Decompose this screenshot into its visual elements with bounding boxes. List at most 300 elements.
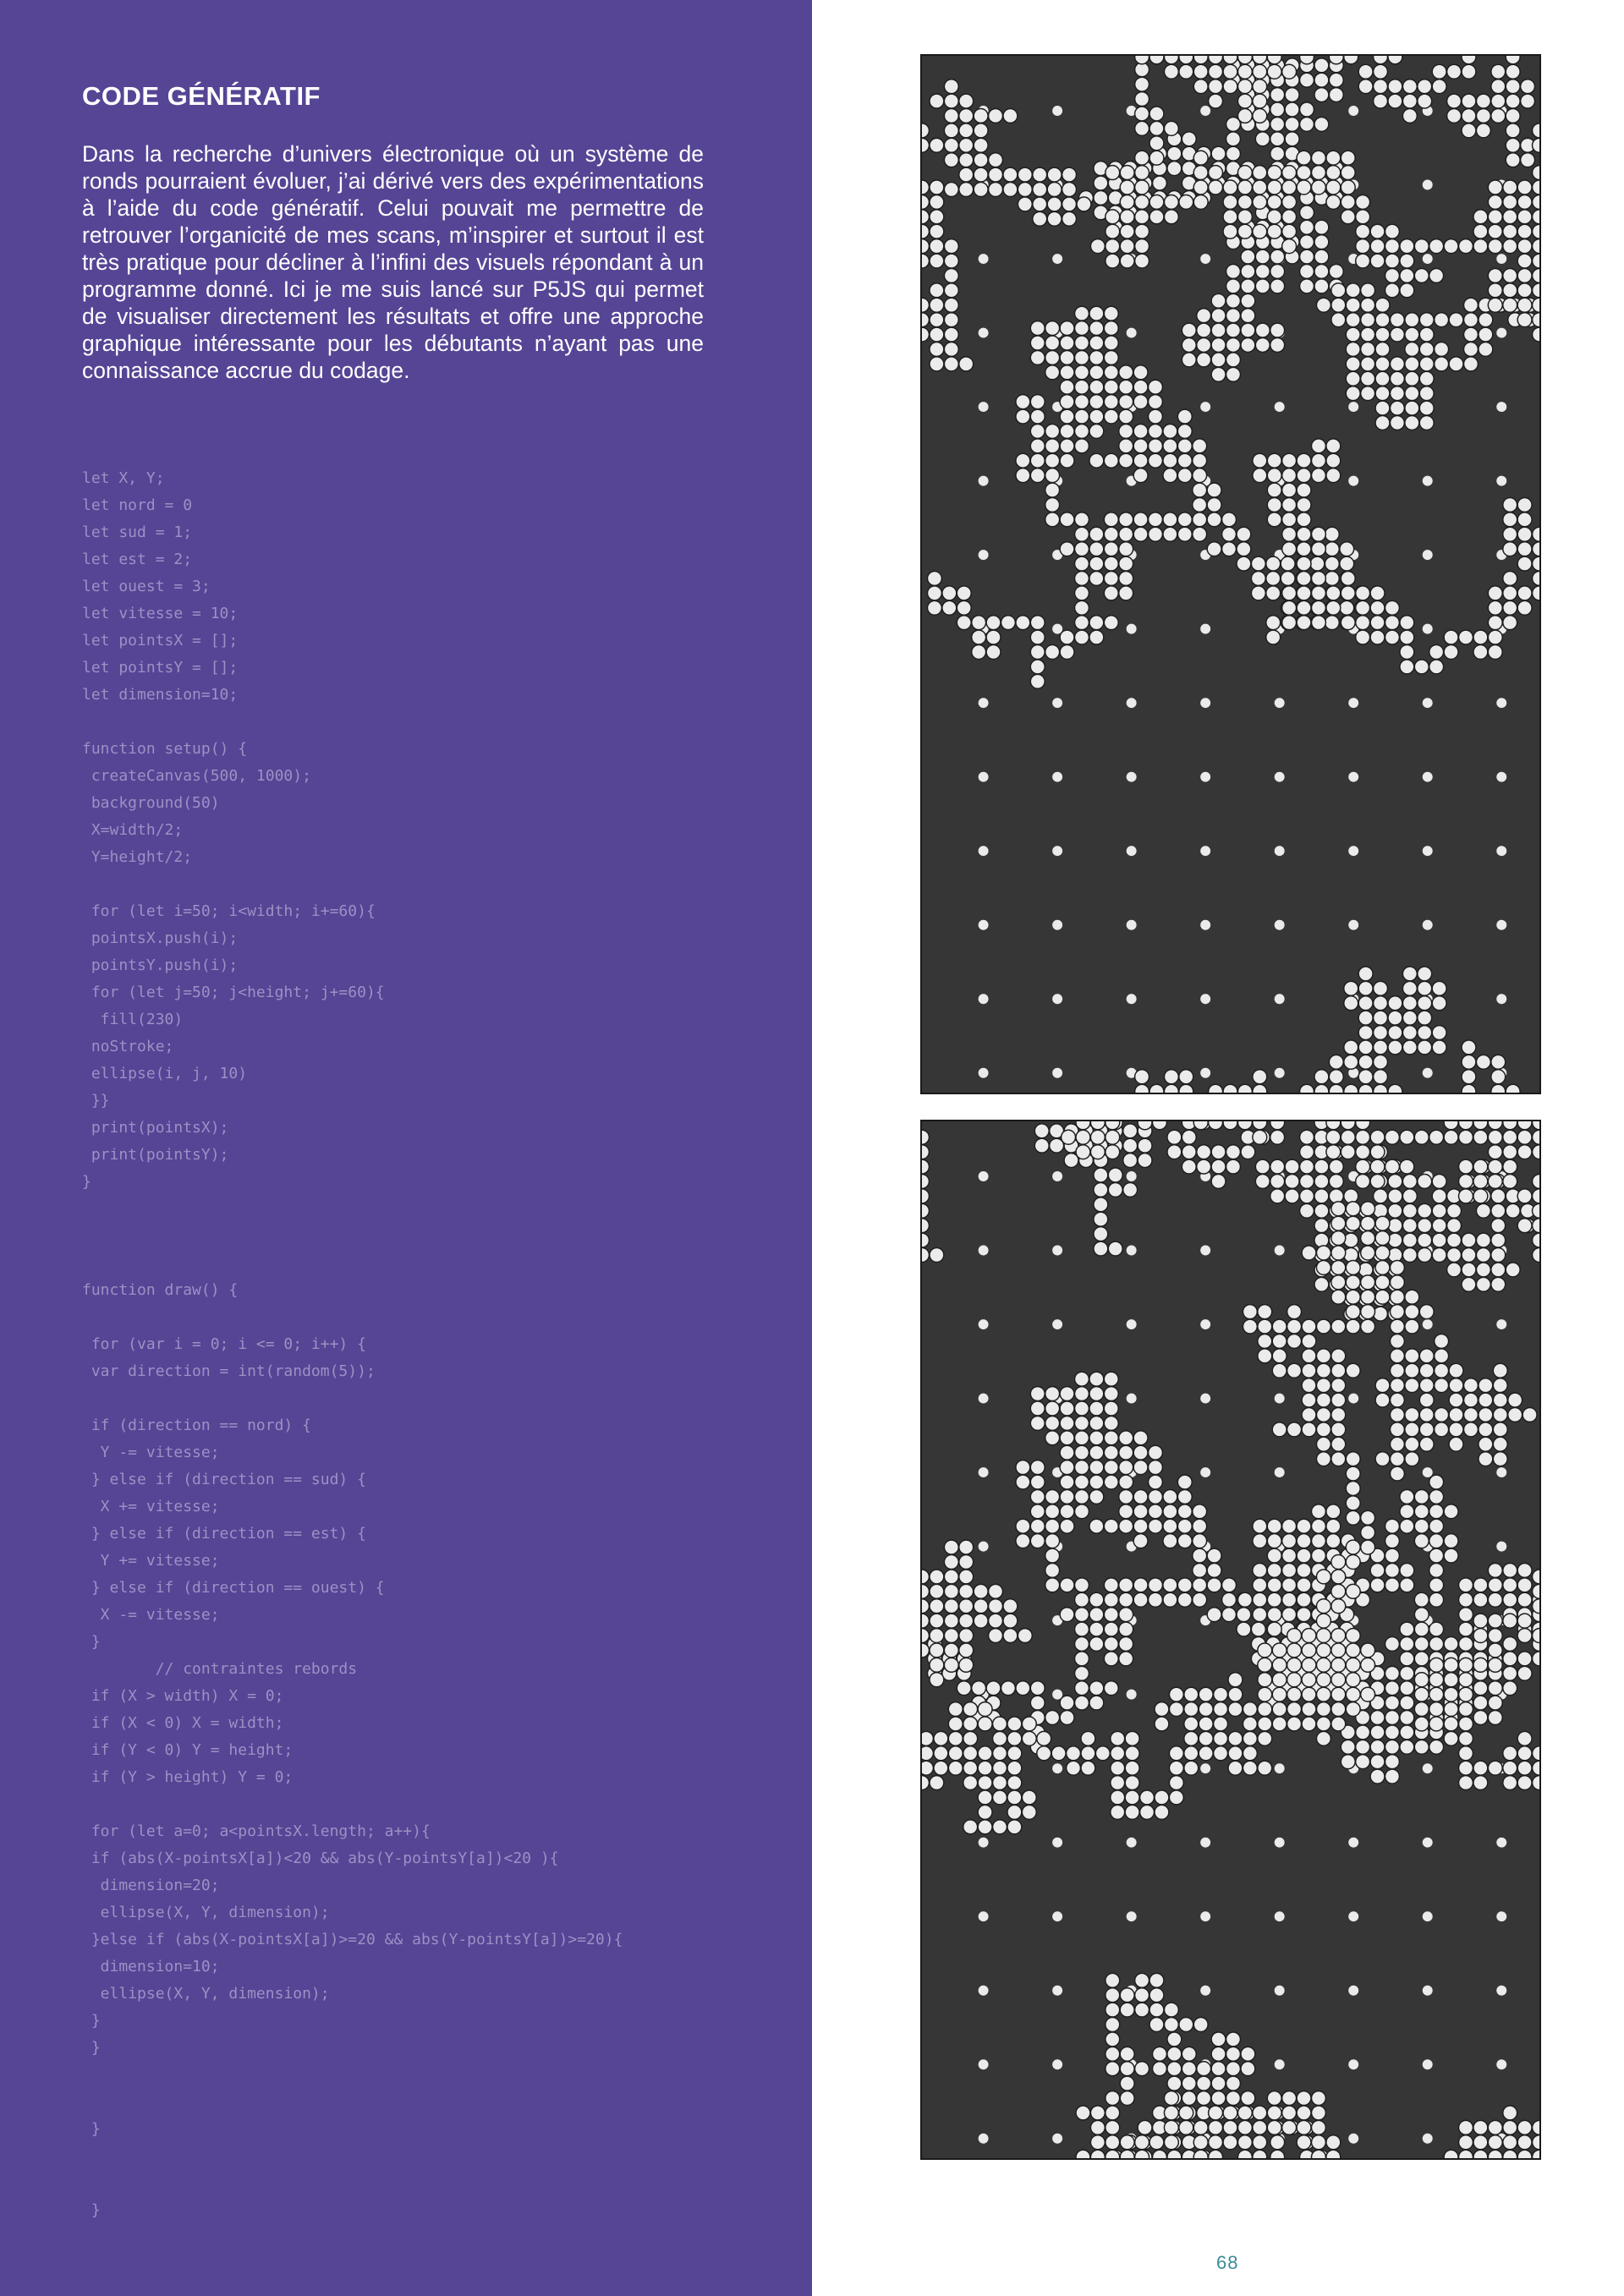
walk-dot (1356, 1159, 1370, 1174)
walk-dot (1346, 1260, 1360, 1274)
walk-dot (1282, 2091, 1297, 2106)
walk-dot (1287, 1687, 1302, 1701)
walk-dot (934, 1746, 948, 1761)
walk-dot (1402, 1189, 1417, 1203)
walk-dot (1402, 1233, 1417, 1247)
walk-dot (1199, 1702, 1213, 1717)
walk-dot (1517, 1592, 1532, 1607)
walk-dot (1521, 153, 1535, 167)
walk-dot (1331, 1319, 1346, 1334)
walk-dot (1193, 527, 1207, 541)
walk-dot (1473, 2120, 1488, 2134)
walk-dot (1300, 1189, 1314, 1203)
walk-dot (1463, 1378, 1478, 1393)
walk-dot (1361, 342, 1375, 357)
walk-dot (1346, 386, 1360, 401)
walk-dot (922, 1761, 933, 1775)
walk-dot (944, 1629, 958, 1643)
walk-dot (1311, 2091, 1325, 2106)
walk-dot (1135, 92, 1149, 107)
walk-dot (959, 167, 974, 182)
walk-dot (1429, 1622, 1444, 1636)
walk-dot (1400, 616, 1414, 630)
walk-dot (1331, 1378, 1346, 1393)
walk-dot (1106, 1130, 1120, 1144)
walk-dot (1266, 616, 1281, 630)
walk-dot (1123, 1182, 1138, 1197)
code-line: } else if (direction == est) { (82, 1525, 366, 1543)
walk-dot (1209, 56, 1223, 64)
walk-dot (922, 239, 929, 254)
walk-dot (1385, 1711, 1400, 1725)
walk-dot (1253, 94, 1267, 108)
walk-dot (1207, 1578, 1221, 1592)
walk-dot (1302, 1422, 1316, 1437)
walk-dot (1314, 235, 1329, 249)
walk-dot (1282, 64, 1297, 79)
walk-dot (1045, 1563, 1060, 1577)
walk-dot (1060, 1696, 1074, 1710)
walk-dot (1316, 1614, 1330, 1628)
walk-dot (1488, 298, 1502, 312)
walk-dot (1361, 313, 1375, 327)
walk-dot (1459, 1731, 1473, 1745)
walk-dot (1270, 1121, 1285, 1130)
grid-dot (1052, 1763, 1062, 1773)
walk-dot (1209, 180, 1223, 195)
walk-dot (1075, 439, 1089, 453)
walk-dot (1326, 453, 1341, 468)
walk-dot (1488, 1130, 1502, 1144)
walk-dot (1211, 1159, 1226, 1174)
walk-dot (1075, 1652, 1089, 1666)
walk-dot (1120, 2062, 1134, 2076)
grid-dot (979, 254, 989, 264)
walk-dot (1120, 2091, 1134, 2106)
walk-dot (1385, 1755, 1400, 1769)
code-line: let nord = 0 (82, 496, 193, 514)
walk-dot (1228, 1687, 1243, 1701)
walk-dot (1488, 1614, 1502, 1628)
walk-dot (1346, 327, 1360, 342)
walk-dot (1030, 336, 1045, 350)
walk-dot (1370, 600, 1385, 615)
walk-dot (1237, 210, 1252, 224)
code-line: } (82, 2120, 101, 2138)
walk-dot (1241, 279, 1255, 293)
walk-dot (1517, 1776, 1532, 1790)
walk-dot (1237, 1622, 1251, 1636)
walk-dot (1517, 2120, 1532, 2134)
walk-dot (1133, 527, 1148, 541)
walk-dot (1209, 1084, 1223, 1093)
walk-dot (1463, 1393, 1478, 1407)
walk-dot (1414, 1534, 1429, 1548)
walk-dot (1016, 453, 1030, 468)
walk-dot (1390, 313, 1404, 327)
walk-dot (1214, 1731, 1228, 1745)
walk-dot (1135, 2003, 1149, 2017)
walk-dot (1444, 1504, 1458, 1519)
grid-dot (1496, 1542, 1506, 1552)
walk-dot (1267, 1592, 1281, 1607)
walk-dot (1149, 1460, 1163, 1475)
walk-dot (1297, 1578, 1311, 1592)
walk-dot (1007, 1731, 1022, 1745)
grid-dot (1348, 1394, 1358, 1404)
walk-dot (1370, 1130, 1385, 1144)
walk-dot (1488, 180, 1502, 195)
walk-dot (1106, 2003, 1120, 2017)
walk-dot (1400, 1519, 1414, 1533)
walk-dot (1267, 224, 1281, 238)
walk-dot (1211, 2076, 1226, 2091)
walk-dot (1533, 586, 1539, 600)
grid-dot (1423, 2059, 1433, 2069)
walk-dot (1169, 1702, 1183, 1717)
walk-dot (944, 123, 958, 138)
walk-dot (1400, 645, 1414, 660)
walk-dot (1533, 1145, 1539, 1159)
walk-dot (1533, 1189, 1539, 1203)
walk-dot (1241, 323, 1255, 337)
walk-dot (1182, 2062, 1196, 2076)
walk-dot (1405, 371, 1419, 386)
walk-dot (1388, 1040, 1402, 1055)
walk-dot (1211, 1145, 1226, 1159)
walk-dot (1243, 1319, 1257, 1334)
walk-dot (1223, 79, 1237, 94)
grid-dot (1423, 772, 1433, 782)
walk-dot (1237, 109, 1252, 123)
walk-dot (1135, 195, 1149, 209)
walk-dot (1193, 195, 1208, 209)
walk-dot (1405, 357, 1419, 371)
walk-dot (1211, 2091, 1226, 2106)
walk-dot (1243, 1731, 1257, 1745)
walk-dot (1237, 2120, 1252, 2134)
walk-dot (1076, 2150, 1090, 2158)
walk-dot (1419, 1408, 1434, 1422)
walk-dot (922, 327, 929, 342)
walk-dot (1517, 254, 1532, 268)
walk-dot (922, 1159, 929, 1174)
code-line: let sud = 1; (82, 523, 193, 541)
walk-dot (1311, 572, 1325, 586)
walk-dot (1503, 1761, 1517, 1775)
walk-dot (1033, 211, 1047, 226)
walk-dot (1282, 497, 1297, 512)
walk-dot (1435, 1422, 1449, 1437)
code-line: for (let a=0; a<pointsX.length; a++){ (82, 1822, 431, 1840)
walk-dot (1476, 1263, 1490, 1277)
walk-dot (1346, 283, 1360, 298)
walk-dot (1473, 1614, 1488, 1628)
walk-dot (1302, 1246, 1316, 1260)
walk-dot (922, 1145, 929, 1159)
walk-dot (1197, 309, 1211, 323)
walk-dot (1237, 556, 1251, 571)
walk-dot (1237, 1608, 1251, 1622)
code-line: let pointsX = []; (82, 632, 239, 649)
walk-dot (1533, 1761, 1539, 1775)
walk-dot (974, 1614, 988, 1628)
code-line (82, 1791, 623, 1818)
walk-dot (1267, 1548, 1281, 1563)
walk-dot (963, 1731, 978, 1745)
walk-dot (1316, 1717, 1330, 1731)
walk-dot (1177, 409, 1192, 424)
walk-dot (1047, 167, 1062, 182)
walk-dot (1356, 1755, 1370, 1769)
grid-dot (979, 476, 989, 486)
walk-dot (1402, 1203, 1417, 1218)
walk-dot (1316, 1378, 1330, 1393)
walk-dot (1432, 1189, 1446, 1203)
walk-dot (1226, 353, 1241, 367)
walk-dot (1429, 239, 1444, 254)
walk-dot (1089, 572, 1104, 586)
walk-dot (1473, 1130, 1488, 1144)
walk-dot (1089, 350, 1104, 364)
walk-dot (1193, 56, 1208, 64)
walk-dot (922, 1233, 929, 1247)
walk-dot (1282, 1548, 1297, 1563)
walk-dot (959, 153, 974, 167)
grid-dot (1127, 624, 1137, 634)
walk-dot (1282, 1534, 1297, 1548)
code-line: for (let i=50; i<width; i+=60){ (82, 902, 376, 920)
walk-dot (1388, 1026, 1402, 1040)
grid-dot (1496, 402, 1506, 412)
walk-dot (1193, 2120, 1208, 2134)
page-title: CODE GÉNÉRATIF (82, 81, 321, 111)
walk-dot (1089, 1431, 1104, 1445)
walk-dot (1075, 512, 1089, 527)
walk-dot (1316, 1408, 1330, 1422)
walk-dot (1533, 283, 1539, 298)
walk-dot (1241, 2091, 1255, 2106)
walk-dot (1133, 380, 1148, 394)
walk-dot (1075, 380, 1089, 394)
walk-dot (1533, 239, 1539, 254)
walk-dot (1533, 180, 1539, 195)
walk-dot (1016, 1519, 1030, 1533)
walk-dot (1447, 1219, 1462, 1233)
walk-dot (1193, 483, 1207, 497)
walk-dot (1258, 1687, 1272, 1701)
walk-dot (1075, 1696, 1089, 1710)
walk-dot (1016, 1475, 1030, 1489)
walk-dot (1045, 1416, 1060, 1430)
walk-dot (1533, 1248, 1539, 1263)
walk-dot (1164, 2091, 1178, 2106)
walk-dot (1503, 1652, 1517, 1666)
walk-dot (1331, 283, 1346, 298)
walk-dot (1111, 1790, 1125, 1805)
walk-dot (1237, 224, 1252, 238)
walk-dot (1473, 210, 1488, 224)
walk-dot (1193, 180, 1208, 195)
walk-dot (1090, 1145, 1105, 1159)
grid-dot (1200, 994, 1210, 1004)
walk-dot (989, 153, 1003, 167)
code-listing (82, 465, 623, 2224)
walk-dot (1258, 1673, 1272, 1687)
walk-dot (1094, 1227, 1108, 1241)
walk-dot (1297, 572, 1311, 586)
walk-dot (1331, 1599, 1346, 1614)
walk-dot (1310, 556, 1325, 571)
walk-dot (1297, 616, 1311, 630)
walk-dot (1517, 1666, 1532, 1680)
walk-dot (1488, 1145, 1502, 1159)
walk-dot (1104, 1372, 1118, 1386)
walk-dot (1311, 1548, 1325, 1563)
walk-dot (1164, 195, 1178, 209)
walk-dot (944, 342, 958, 357)
walk-dot (1081, 1746, 1095, 1761)
grid-dot (1496, 1838, 1506, 1848)
walk-dot (1418, 1248, 1432, 1263)
grid-dot (1200, 698, 1210, 708)
grid-dot (1496, 920, 1506, 930)
walk-dot (1163, 439, 1177, 453)
walk-dot (1316, 1452, 1330, 1466)
walk-dot (1300, 1084, 1314, 1093)
walk-dot (1267, 166, 1281, 180)
walk-dot (1388, 94, 1402, 108)
walk-dot (1402, 996, 1417, 1011)
walk-dot (1237, 1084, 1252, 1093)
walk-dot (1344, 1189, 1358, 1203)
walk-dot (1488, 2150, 1502, 2158)
walk-dot (930, 195, 944, 209)
walk-dot (944, 1658, 958, 1672)
walk-dot (1075, 1504, 1089, 1519)
walk-dot (1447, 94, 1462, 108)
walk-dot (1517, 1219, 1532, 1233)
grid-dot (1127, 772, 1137, 782)
code-line: Y += vitesse; (82, 1552, 220, 1570)
walk-dot (1326, 2150, 1341, 2158)
walk-dot (1517, 298, 1532, 312)
walk-dot (1089, 1475, 1104, 1489)
walk-dot (1488, 1159, 1502, 1174)
walk-dot (1463, 327, 1478, 342)
walk-dot (1462, 1070, 1476, 1084)
walk-dot (1314, 73, 1329, 87)
walk-dot (1193, 1534, 1207, 1548)
walk-dot (1075, 1681, 1089, 1696)
walk-dot (1432, 981, 1446, 995)
walk-dot (1462, 109, 1476, 123)
walk-dot (1414, 660, 1429, 674)
walk-dot (1331, 1570, 1346, 1584)
walk-dot (1133, 512, 1148, 527)
grid-dot (1052, 1171, 1062, 1181)
walk-dot (1344, 1084, 1358, 1093)
walk-dot (1346, 1673, 1360, 1687)
walk-dot (1125, 1746, 1139, 1761)
walk-dot (1346, 1452, 1360, 1466)
walk-dot (1444, 2150, 1458, 2158)
walk-dot (1226, 1145, 1241, 1159)
code-line: X -= vitesse; (82, 1606, 220, 1624)
walk-dot (1385, 1519, 1400, 1533)
walk-dot (1331, 1658, 1346, 1672)
walk-dot (1251, 572, 1265, 586)
walk-dot (1361, 298, 1375, 312)
walk-dot (1297, 1592, 1311, 1607)
walk-dot (1140, 1805, 1155, 1819)
walk-dot (1270, 1175, 1285, 1189)
walk-dot (1374, 1055, 1388, 1069)
code-line: } else if (direction == sud) { (82, 1471, 366, 1488)
walk-dot (1414, 1687, 1429, 1701)
walk-dot (1432, 1233, 1446, 1247)
grid-dot (1423, 1986, 1433, 1996)
walk-dot (1432, 1203, 1446, 1218)
walk-dot (1007, 1717, 1022, 1731)
walk-dot (1030, 1475, 1045, 1489)
grid-dot (1052, 994, 1062, 1004)
walk-dot (1503, 1681, 1517, 1696)
walk-dot (1179, 1084, 1193, 1093)
walk-dot (1314, 1070, 1329, 1084)
walk-dot (1488, 195, 1502, 209)
walk-dot (1060, 1387, 1074, 1401)
walk-dot (1462, 1248, 1476, 1263)
walk-dot (1045, 1519, 1060, 1533)
walk-dot (959, 1540, 974, 1554)
walk-dot (1258, 1658, 1272, 1672)
grid-dot (1200, 1763, 1210, 1773)
walk-dot (1385, 1637, 1400, 1652)
walk-dot (963, 1702, 978, 1717)
walk-dot (1459, 1673, 1473, 1687)
walk-dot (1138, 1121, 1152, 1130)
walk-dot (1388, 79, 1402, 94)
walk-dot (1390, 1437, 1404, 1451)
walk-dot (986, 630, 1001, 644)
walk-dot (1138, 1138, 1152, 1153)
walk-dot (1241, 265, 1255, 279)
grid-dot (1127, 1394, 1137, 1404)
walk-dot (1400, 1681, 1414, 1696)
code-line: } (82, 1633, 101, 1651)
walk-dot (922, 1248, 929, 1263)
walk-dot (1503, 1121, 1517, 1130)
walk-dot (1089, 1592, 1104, 1607)
grid-dot (1348, 2059, 1358, 2069)
walk-dot (1385, 254, 1400, 268)
grid-dot (979, 846, 989, 856)
walk-dot (1272, 1363, 1287, 1378)
walk-dot (1314, 1189, 1329, 1203)
walk-dot (1302, 1378, 1316, 1393)
grid-dot (1127, 1319, 1137, 1329)
walk-dot (1418, 1233, 1432, 1247)
walk-dot (1207, 1608, 1221, 1622)
walk-dot (1418, 1011, 1432, 1025)
walk-dot (1331, 1408, 1346, 1422)
walk-dot (1473, 1761, 1488, 1775)
walk-dot (959, 94, 974, 108)
walk-dot (1385, 1578, 1400, 1592)
walk-dot (1533, 1746, 1539, 1761)
walk-dot (1237, 2150, 1252, 2158)
